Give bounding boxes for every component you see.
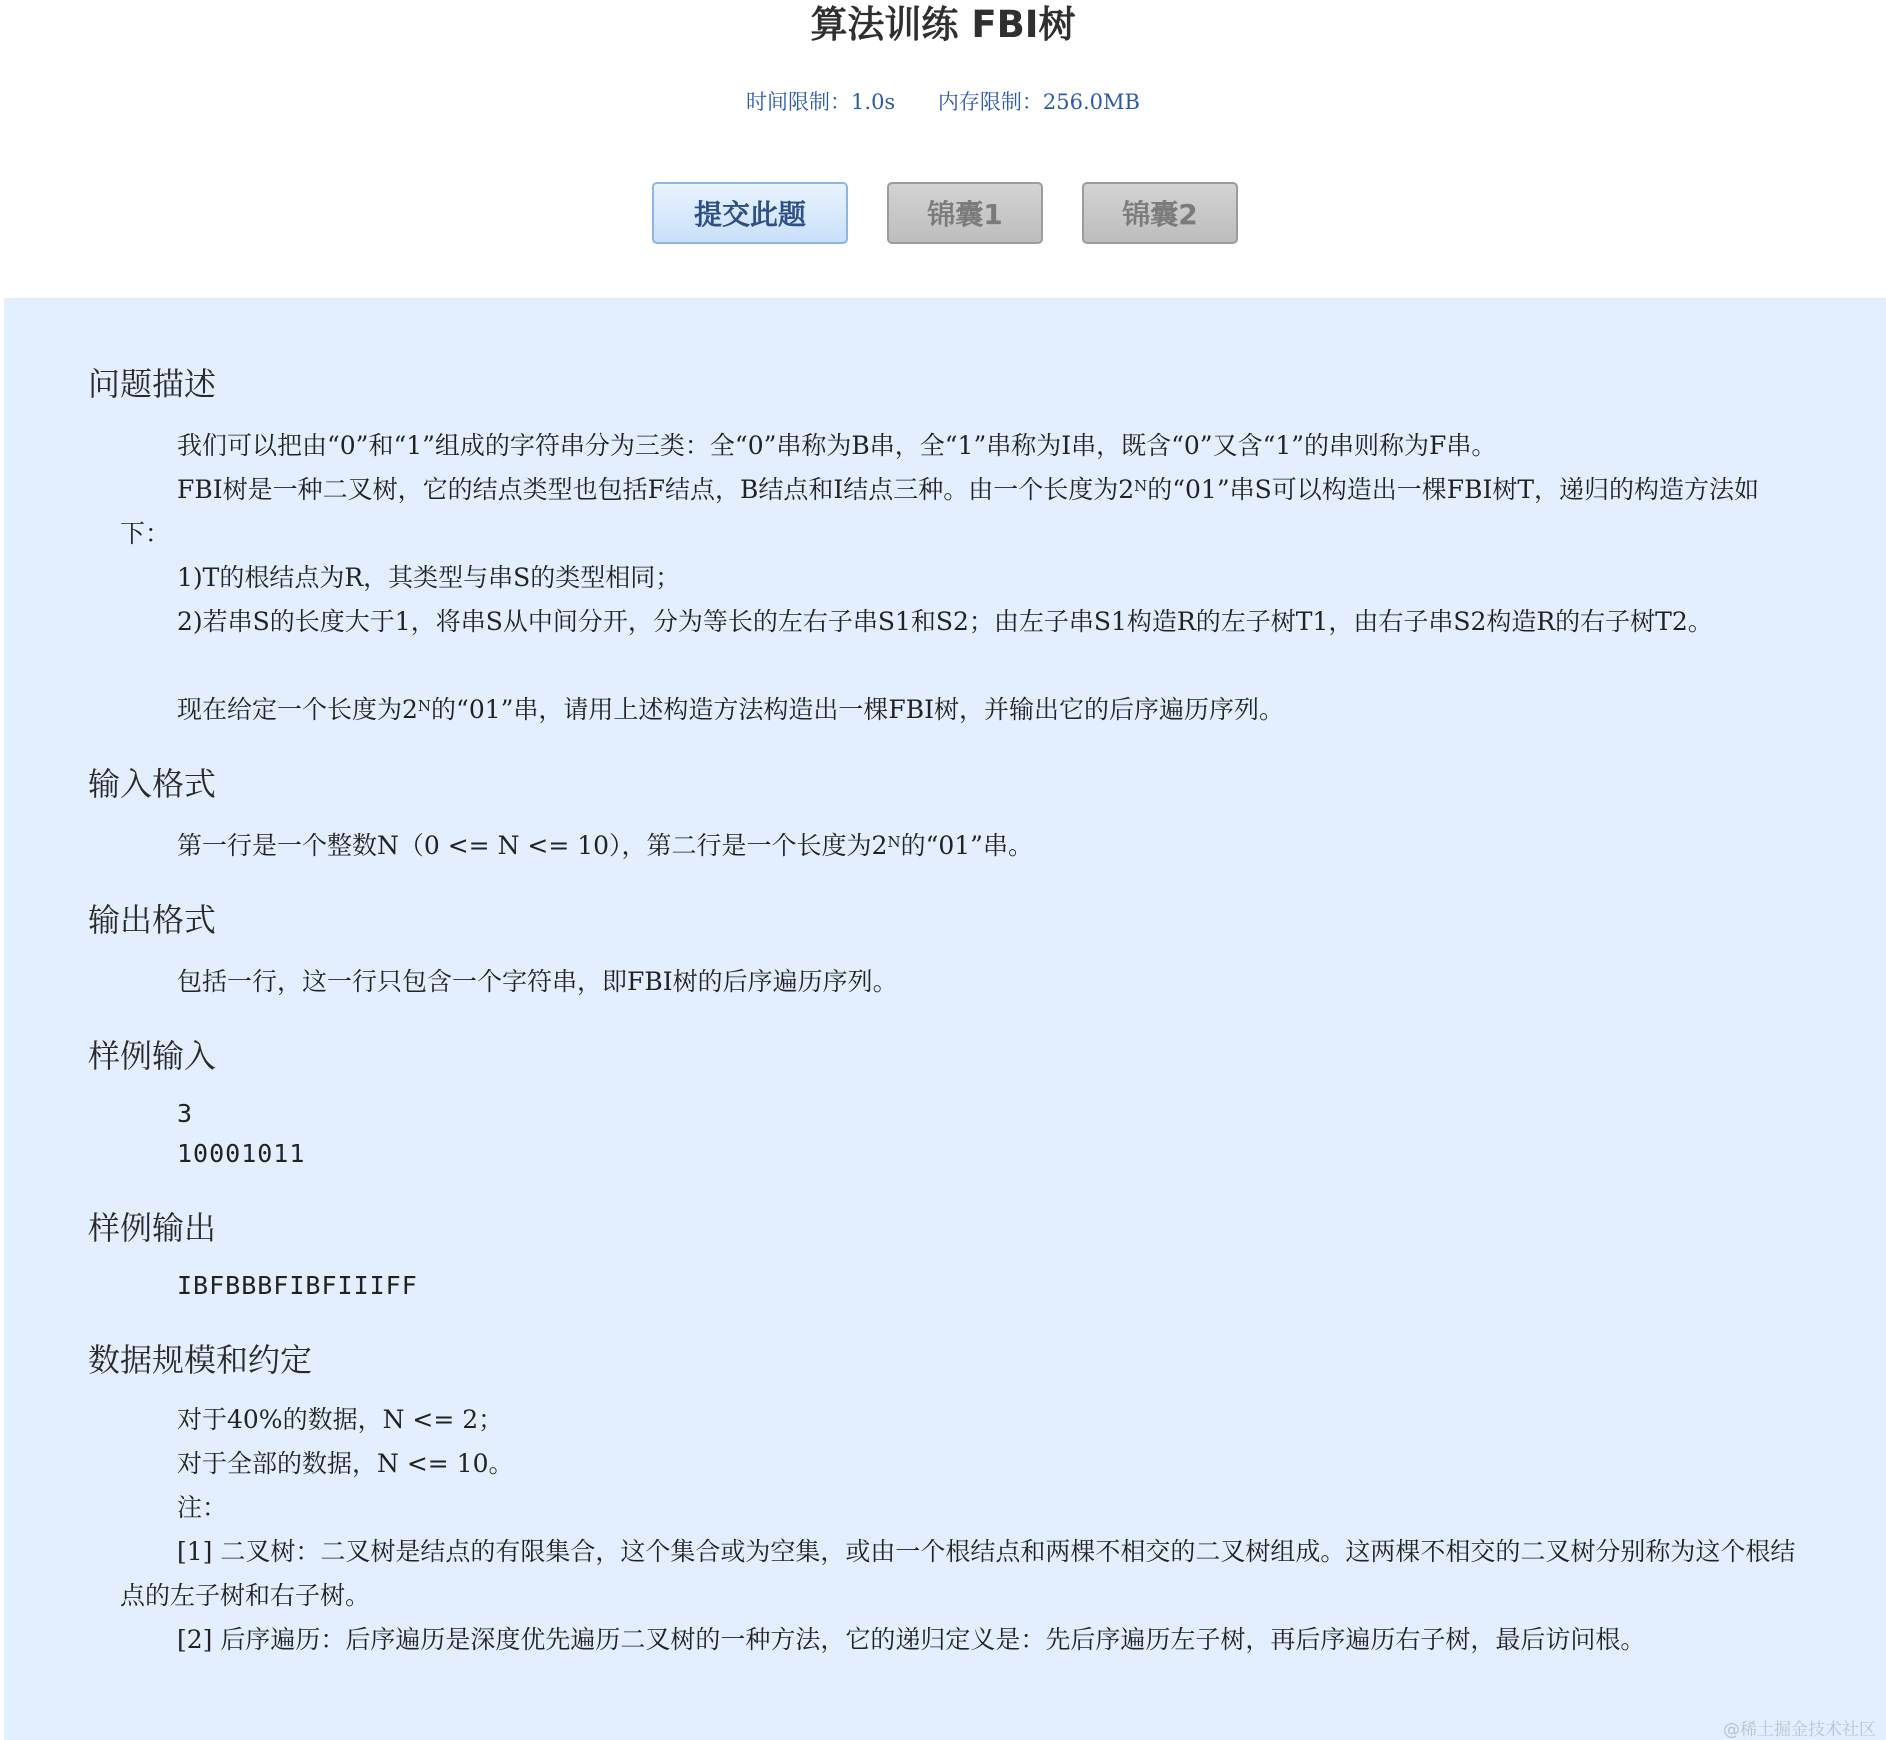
constraints-l1: 对于40%的数据，N <= 2；: [177, 1405, 504, 1434]
description-p5: 现在给定一个长度为$2^N$的“01”串，请用上述构造方法构造出一棵FBI树，并输出它的后序遍历序列。: [177, 695, 1285, 724]
sample-output-title: 样例输出: [88, 1209, 217, 1247]
sample-input-title: 样例输入: [88, 1037, 217, 1075]
sample-output-line1: IBFBBBFIBFIIIFF: [177, 1271, 418, 1300]
tip1-button[interactable]: 锦囊1: [887, 182, 1043, 244]
memory-limit: 内存限制：256.0MB: [937, 90, 1140, 114]
constraints-l2: 对于全部的数据，N <= 10。: [177, 1449, 514, 1478]
page-title: 算法训练 FBI树: [810, 3, 1076, 46]
sample-input-line1: 3: [177, 1099, 194, 1128]
input-format-text: 第一行是一个整数N（0 <= N <= 10），第二行是一个长度为$2^N$的“01”串。: [177, 831, 1033, 860]
sample-input-line2: 10001011: [177, 1139, 306, 1168]
description-title: 问题描述: [88, 365, 217, 403]
watermark: @稀土掘金技术社区: [1723, 1720, 1876, 1740]
description-p4: 2)若串S的长度大于1，将串S从中间分开，分为等长的左右子串S1和S2；由左子串S1构造R的左子树T1，由右子串S2构造R的右子树T2。: [177, 607, 1713, 636]
constraints-l3: 注：: [177, 1493, 228, 1522]
constraints-l4: [1] 二叉树：二叉树是结点的有限集合，这个集合或为空集，或由一个根结点和两棵不相交的二叉树组成。这两棵不相交的二叉树分别称为这个根结点的左子树和右子树。: [120, 1537, 1796, 1610]
action-buttons: [0, 182, 1886, 248]
description-p1: 我们可以把由“0”和“1”组成的字符串分为三类：全“0”串称为B串，全“1”串称为I串，既含“0”又含“1”的串则称为F串。: [177, 431, 1497, 460]
output-format-text: 包括一行，这一行只包含一个字符串，即FBI树的后序遍历序列。: [177, 967, 898, 996]
problem-panel: [4, 298, 1886, 1740]
time-limit: 时间限制：1.0s: [746, 90, 896, 114]
description-p2: FBI树是一种二叉树，它的结点类型也包括F结点，B结点和I结点三种。由一个长度为$2^N$的“01”串S可以构造出一棵FBI树T，递归的构造方法如下：: [120, 475, 1760, 548]
input-format-title: 输入格式: [88, 765, 217, 803]
output-format-title: 输出格式: [88, 901, 217, 939]
limits-bar: [0, 86, 1886, 118]
tip2-button[interactable]: 锦囊2: [1082, 182, 1238, 244]
constraints-title: 数据规模和约定: [88, 1341, 313, 1379]
constraints-l5: [2] 后序遍历：后序遍历是深度优先遍历二叉树的一种方法，它的递归定义是：先后序遍历左子树，再后序遍历右子树，最后访问根。: [177, 1625, 1646, 1654]
submit-button[interactable]: 提交此题: [652, 182, 848, 244]
description-p3: 1)T的根结点为R，其类型与串S的类型相同；: [177, 563, 681, 592]
